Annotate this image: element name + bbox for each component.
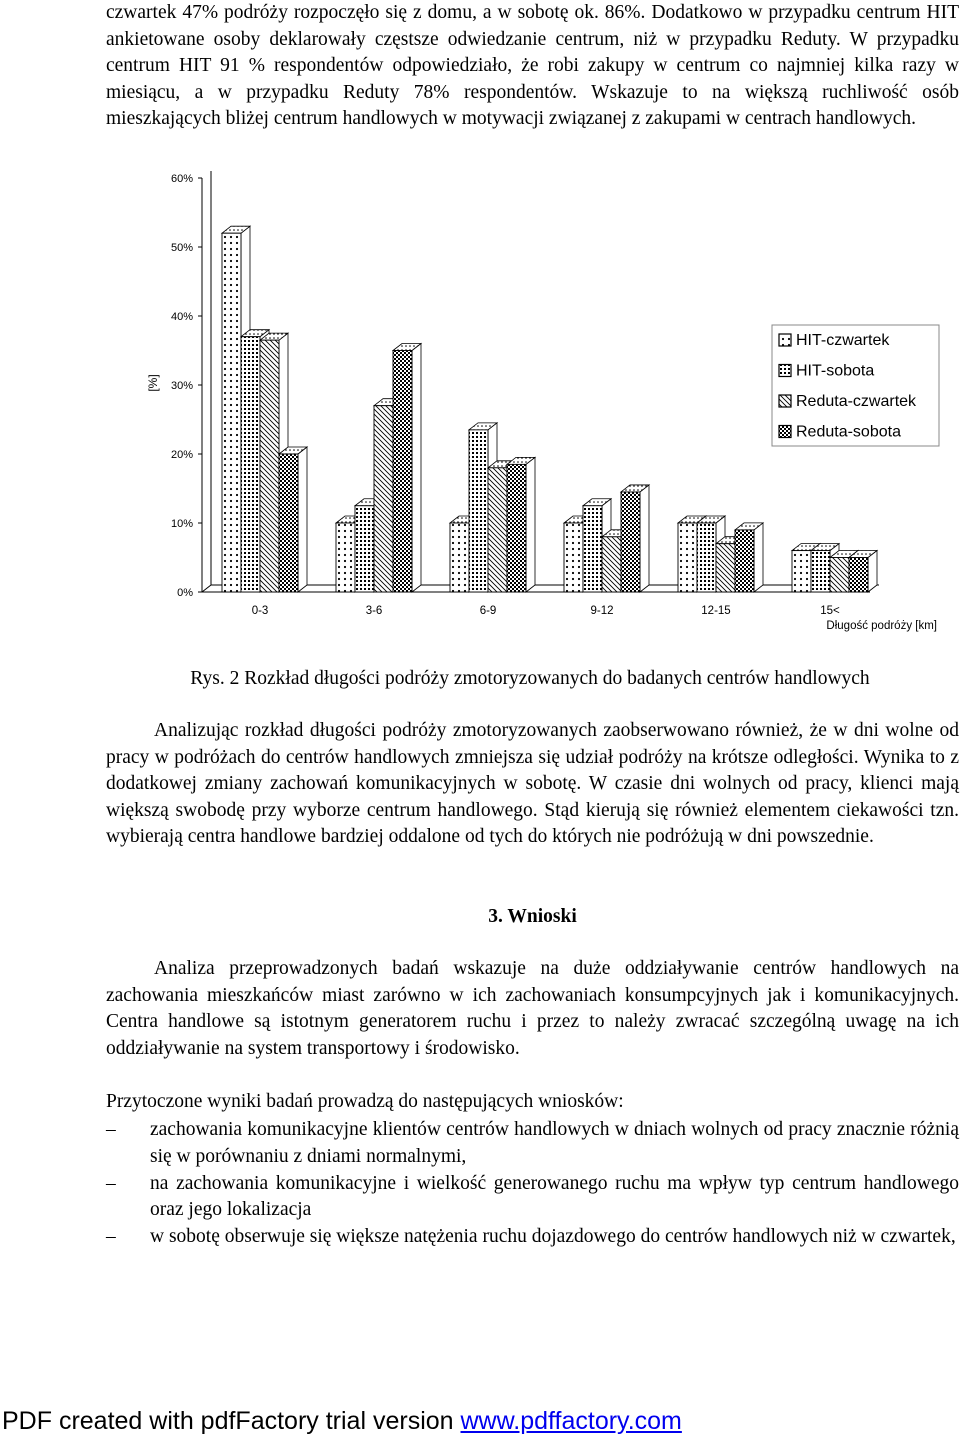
bar-front <box>260 340 279 592</box>
footer-text: PDF created with pdfFactory trial version <box>2 1407 461 1435</box>
bar-side <box>298 447 307 592</box>
bar-front <box>355 506 374 592</box>
bar-front <box>374 406 393 592</box>
bar-front <box>792 551 811 592</box>
bar-Reduta-sobota-12-15 <box>735 523 763 592</box>
bar-front <box>336 523 355 592</box>
bar-front <box>678 523 697 592</box>
list-dash: – <box>106 1119 116 1140</box>
bar-front <box>450 523 469 592</box>
y-tick-label: 30% <box>170 380 193 392</box>
paragraph-conclusion: Analiza przeprowadzonych badań wskazuje na duże oddziaływanie centrów handlowych na zachowania mieszkańców miast zarówno w ich zachowaniach konsumpcyjnych jak i komunikacyjnych. Centra handlowe są istotnym generatorem ruchu i przez to należy zwracać szczególną uwagę na ich oddziaływanie na system transportowy i środowisko. <box>106 958 959 1059</box>
bar-Reduta-sobota-0-3 <box>279 447 307 592</box>
section-heading: 3. Wnioski <box>488 906 577 927</box>
y-tick-label: 40% <box>170 311 193 323</box>
bar-front <box>811 551 830 592</box>
bar-front <box>583 506 602 592</box>
list-item <box>106 1117 959 1170</box>
footer-link[interactable]: www.pdffactory.com <box>460 1407 682 1435</box>
bar-front <box>507 464 526 592</box>
y-tick-label: 10% <box>170 518 193 530</box>
bar-chart <box>0 0 960 665</box>
y-tick-label: 60% <box>170 173 193 185</box>
bar-front <box>830 558 849 593</box>
y-tick-label: 0% <box>177 587 193 599</box>
bar-Reduta-sobota-3-6 <box>393 344 421 593</box>
list-item-text: zachowania komunikacyjne klientów centrów handlowych w dniach wolnych od pracy znacznie różnią się w porównaniu z dniami normalnymi, <box>150 1119 959 1167</box>
bar-front <box>697 523 716 592</box>
paragraph-lead: Przytoczone wyniki badań prowadzą do następujących wniosków: <box>106 1091 624 1112</box>
legend-label: Reduta-czwartek <box>796 393 917 410</box>
list-item-text: na zachowania komunikacyjne i wielkość generowanego ruchu ma wpływ typ centrum handlowego oraz jego lokalizacja <box>150 1172 959 1220</box>
pdf-footer <box>2 1404 682 1438</box>
bar-front <box>735 530 754 592</box>
list-item <box>106 1224 959 1251</box>
bar-side <box>412 344 421 593</box>
bar-Reduta-sobota-15< <box>849 551 877 593</box>
figure-caption: Rys. 2 Rozkład długości podróży zmotoryzowanych do badanych centrów handlowych <box>190 668 870 689</box>
legend-label: HIT-czwartek <box>796 332 890 349</box>
bar-front <box>241 337 260 592</box>
y-tick-label: 50% <box>170 242 193 254</box>
legend-swatch <box>779 365 791 377</box>
legend-swatch <box>779 334 791 346</box>
paragraph-intro: czwartek 47% podróży rozpoczęło się z domu, a w sobotę ok. 86%. Dodatkowo w przypadku centrum HIT ankietowane osoby deklarowały częstsze odwiedzanie centrum, niż w przypadku Reduty. W przypadku centrum HIT 91 % respondentów odpowiedziało, że robi zakupy w centrum co najmniej kilka razy w miesiącu, a w przypadku Reduty 78% respondentów. Wskazuje to na większą ruchliwość osób mieszkających bliżej centrum handlowych w motywacji związanej z zakupami w centrach handlowych. <box>106 2 959 129</box>
bar-front <box>393 351 412 593</box>
conclusions-list <box>106 1117 959 1251</box>
y-axis-label: [%] <box>146 374 160 392</box>
bar-front <box>849 558 868 593</box>
bar-side <box>640 485 649 592</box>
list-item-text: w sobotę obserwuje się większe natężenia ruchu dojazdowego do centrów handlowych niż w czwartek, <box>150 1226 956 1247</box>
x-axis-label: Długość podróży [km] <box>826 620 937 632</box>
y-tick-label: 20% <box>170 449 193 461</box>
x-tick-label: 15< <box>820 605 840 617</box>
bar-Reduta-sobota-6-9 <box>507 457 535 592</box>
bar-front <box>564 523 583 592</box>
bar-front <box>222 233 241 592</box>
list-item <box>106 1171 959 1224</box>
bar-side <box>526 457 535 592</box>
chart-legend <box>772 325 939 446</box>
x-tick-label: 6-9 <box>479 605 497 617</box>
legend-swatch <box>779 395 791 407</box>
legend-label: HIT-sobota <box>796 362 875 380</box>
bar-front <box>488 468 507 592</box>
list-dash: – <box>106 1226 116 1247</box>
legend-swatch <box>779 426 791 438</box>
bar-Reduta-sobota-9-12 <box>621 485 649 592</box>
x-tick-label: 12-15 <box>701 605 731 617</box>
x-tick-label: 3-6 <box>365 605 383 617</box>
bar-side <box>754 523 763 592</box>
bar-front <box>469 430 488 592</box>
paragraph-analysis: Analizując rozkład długości podróży zmotoryzowanych zaobserwowano również, że w dni wolne od pracy w podróżach do centrów handlowych zmniejsza się udział podróży na krótsze odległości. Wynika to z dodatkowej zmiany zachowań komunikacyjnych w sobotę. W czasie dni wolnych od pracy, klienci mają większą swobodę przy wyborze centrum handlowego. Stąd kierują się również elementem ciekawości tzn. wybierają centra handlowe bardziej oddalone od tych do których nie podróżują w dni powszednie. <box>106 720 959 847</box>
bar-front <box>716 544 735 592</box>
bar-front <box>621 492 640 592</box>
bar-front <box>602 537 621 592</box>
legend-label: Reduta-sobota <box>796 423 901 441</box>
x-tick-label: 0-3 <box>251 605 269 617</box>
bar-front <box>279 454 298 592</box>
floor-edge <box>202 585 211 592</box>
list-dash: – <box>106 1172 116 1194</box>
x-tick-label: 9-12 <box>590 605 614 617</box>
